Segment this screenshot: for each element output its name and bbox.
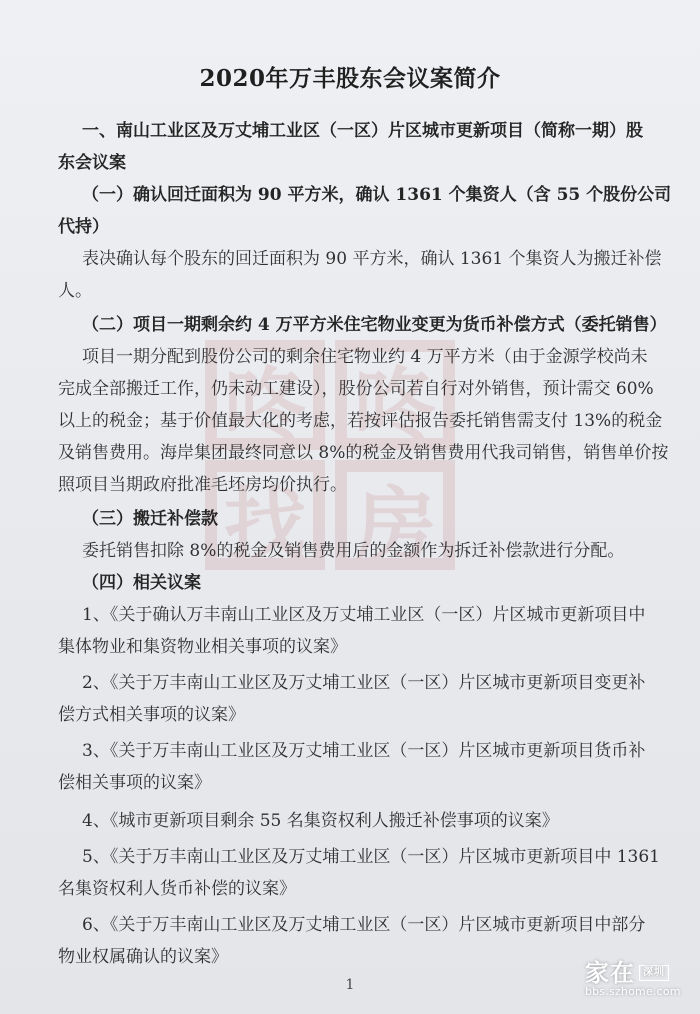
paragraph-line: 人。: [58, 281, 92, 301]
watermark-char: 咚: [205, 340, 325, 450]
list-item-line: 名集资权利人货币补偿的议案》: [58, 879, 296, 899]
list-item-line: 物业权属确认的议案》: [58, 947, 228, 967]
paragraph-line: 表决确认每个股东的回迁面积为 90 平方米，确认 1361 个集资人为搬迁补偿: [82, 249, 662, 269]
watermark-char: 房: [335, 460, 455, 570]
paragraph-line: 完成全部搬迁工作，仍未动工建设），股份公司若自行对外销售，预计需交 60%: [58, 379, 654, 399]
list-item-line: 偿方式相关事项的议案》: [58, 705, 245, 725]
list-item-line: 3、《关于万丰南山工业区及万丈埔工业区（一区）片区城市更新项目货币补: [82, 741, 646, 761]
section-heading-continuation: 东会议案: [58, 153, 126, 173]
logo-wordmark: [585, 960, 690, 986]
paragraph-line: 委托销售扣除 8%的税金及销售费用后的金额作为拆迁补偿款进行分配。: [82, 541, 625, 561]
paragraph-line: 照项目当期政府批准毛坯房均价执行。: [58, 475, 347, 495]
section-heading: 一、南山工业区及万丈埔工业区（一区）片区城市更新项目（简称一期）股: [82, 121, 643, 141]
paragraph-line: 以上的税金；基于价值最大化的考虑，若按评估报告委托销售需支付 13%的税金: [58, 411, 663, 431]
paragraph-line: 项目一期分配到股份公司的剩余住宅物业约 4 万平方米（由于金源学校尚未: [82, 347, 648, 367]
subsection-heading: （三）搬迁补偿款: [82, 509, 218, 529]
watermark-char: 找: [205, 460, 325, 570]
list-item-line: 5、《关于万丰南山工业区及万丈埔工业区（一区）片区城市更新项目中 1361: [82, 847, 660, 867]
list-item-line: 4、《城市更新项目剩余 55 名集资权利人搬迁补偿事项的议案》: [82, 811, 559, 831]
logo-url: bbs.szhome.com: [585, 985, 681, 998]
watermark-char: 咚: [335, 340, 455, 450]
logo-badge: 深圳: [639, 965, 669, 981]
list-item-line: 2、《关于万丰南山工业区及万丈埔工业区（一区）片区城市更新项目变更补: [82, 673, 646, 693]
list-item-line: 偿相关事项的议案》: [58, 773, 211, 793]
site-logo: [585, 960, 690, 1004]
list-item-line: 6、《关于万丰南山工业区及万丈埔工业区（一区）片区城市更新项目中部分: [82, 915, 646, 935]
subsection-heading: （四）相关议案: [82, 573, 201, 593]
logo-main-text: 家在: [585, 959, 635, 987]
subsection-heading: （一）确认回迁面积为 90 平方米，确认 1361 个集资人（含 55 个股份公司: [82, 185, 672, 205]
subsection-heading-continuation: 代持）: [58, 217, 109, 237]
list-item-line: 集体物业和集资物业相关事项的议案》: [58, 637, 347, 657]
paragraph-line: 及销售费用。海岸集团最终同意以 8%的税金及销售费用代我司销售，销售单价按: [58, 443, 669, 463]
document-title: 2020年万丰股东会议案简介: [199, 65, 501, 92]
subsection-heading: （二）项目一期剩余约 4 万平方米住宅物业变更为货币补偿方式（委托销售）: [82, 315, 667, 335]
list-item-line: 1、《关于确认万丰南山工业区及万丈埔工业区（一区）片区城市更新项目中: [82, 605, 646, 625]
page-number: 1: [345, 977, 355, 993]
